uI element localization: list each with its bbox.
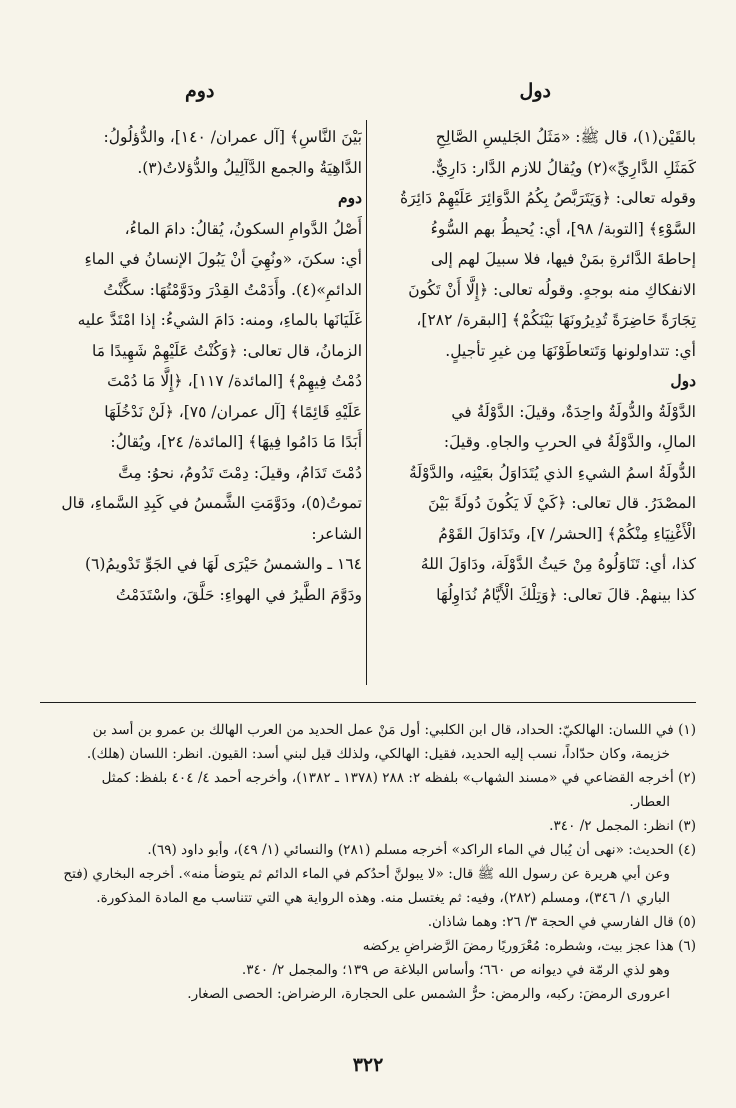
right-column bbox=[386, 122, 696, 610]
text-line: أَصْلُ الدَّوامِ السكونُ، يُقالُ: دامَ الماءُ، bbox=[124, 219, 362, 238]
text-line: أي: سكنَ، «ونُهِيَ أنْ يَبُولَ الإنسانُ في الماءِ bbox=[84, 250, 362, 268]
text-line: الانفكاكِ منه بوجهٍ. وقولُه تعالى: ﴿إِلَّا أَنْ تَكُونَ bbox=[408, 280, 696, 299]
text-line: إحاطةَ الدَّائرةِ بمَنْ فيها، فلا سبيلَ لهم إلى bbox=[430, 250, 696, 268]
footnote-line: وعن أبي هريرة عن رسول الله ﷺ قال: «لا يبولنَّ أحدُكم في الماء الدائم ثم يتوضأ منه». أخرجه البخاري (فتح bbox=[63, 866, 670, 882]
text-line: الدَّاهِيَةُ والجمع الدَّآلِيلُ والدُّؤلاتُ(٣). bbox=[137, 158, 362, 177]
text-line: الْأَغْنِيَاءِ مِنْكُمْ﴾ [الحشر/ ٧]، وتَدَاوَلَ القَوْمُ bbox=[438, 524, 696, 543]
text-line: وقوله تعالى: ﴿وَيَتَرَبَّصُ بِكُمُ الدَّوَائِرَ عَلَيْهِمْ دَائِرَةُ bbox=[399, 189, 696, 207]
footnote-line: الباري ١/ ٣٤٦)، ومسلم (٢٨٢)، وفيه: ثم يغتسل منه. وهذه الرواية هي التي تتناسب مع المادة المذكورة. bbox=[96, 890, 670, 906]
footnote-line: (٢) أخرجه القضاعي في «مسند الشهاب» بلفظه ٢: ٢٨٨ (١٣٧٨ ـ ١٣٨٢)، وأخرجه أحمد ٤/ ٤٠٤ بلفظ: كمثل bbox=[101, 770, 696, 786]
footnote-rule bbox=[40, 702, 696, 703]
left-column bbox=[52, 122, 362, 610]
footnote-line: (٦) هذا عجز بيت، وشطره: مُعْرَوريًا رمضَ الرَّضراضِ يركضه bbox=[362, 938, 696, 954]
entry-heading: دول bbox=[670, 371, 696, 390]
text-line: تموتُ(٥)، ودَوَّمَتِ الشَّمسُ في كَبِدِ السَّماءِ، قال bbox=[61, 494, 362, 512]
text-line: المصْدَرُ. قال تعالى: ﴿كَيْ لَا يَكُونَ دُولَةً بَيْنَ bbox=[428, 494, 696, 512]
text-line: الدُّولَةُ اسمُ الشيءِ الذي يُتَدَاوَلُ بعَيْنِه، والدَّوْلَةُ bbox=[408, 463, 696, 482]
footnote-line: (٣) انظر: المجمل ٢/ ٣٤٠. bbox=[549, 818, 696, 834]
page-header-right: دول bbox=[519, 80, 551, 102]
text-line: الدَّوْلَةُ والدُّولَةُ واحِدَةٌ، وقيلَ: الدَّوْلَةُ في bbox=[451, 402, 696, 421]
page-number: ٣٢٢ bbox=[352, 1054, 384, 1076]
text-line: الزمانُ، قال تعالى: ﴿وَكُنْتُ عَلَيْهِمْ شَهِيدًا مَا bbox=[92, 341, 362, 360]
text-line: تِجَارَةً حَاضِرَةً تُدِيرُونَهَا بَيْنَكُمْ﴾ [البقرة/ ٢٨٢]، bbox=[416, 311, 696, 329]
footnote-line: العطار. bbox=[629, 794, 670, 810]
footnote-line: اعرورى الرمضَ: ركبه، والرمض: حرُّ الشمس على الحجارة، الرضراض: الحصى الصغار. bbox=[187, 986, 670, 1002]
text-line: السَّوْءِ﴾ [التوبة/ ٩٨]، أي: يُحيطُ بهم السُّوءُ bbox=[430, 219, 696, 238]
text-line: كذا، أي: تَنَاوَلُوهُ مِنْ حَيثُ الدَّوْلَة، ودَاوَلَ اللهُ bbox=[420, 555, 696, 573]
text-line: المالِ، والدَّوْلَةُ في الحربِ والجاهِ. وقيلَ: bbox=[443, 433, 696, 451]
text-line: الشاعر: bbox=[311, 524, 362, 543]
column-divider bbox=[366, 120, 367, 685]
footnotes bbox=[40, 718, 696, 1006]
footnote-line: خزيمة، وكان حدّاداً، نسب إليه الحديد، فقيل: الهالكي، ولذلك قيل لبني أسد: القيون. انظر: اللسان (هلك). bbox=[86, 746, 670, 762]
footnote-line: (١) في اللسان: الهالكيّ: الحداد، قال ابن الكلبي: أول مَنْ عمل الحديد من العرب الهالك بن عمرو بن أسد بن bbox=[92, 722, 696, 738]
text-line: الدائمِ»(٤). وأَدَمْتُ القِدْرَ ودَوَّمْتُهَا: سكَّنْتُ bbox=[103, 280, 362, 299]
text-line: دُمْتَ تَدَامُ، وقيلَ: دِمْتَ تَدُومُ، نحوُ: مِتَّ bbox=[118, 463, 362, 482]
text-line: غَلَيَانَها بالماءِ، ومنه: دَامَ الشيءُ: إذا امْتَدَّ عليه bbox=[77, 311, 362, 329]
text-line: أي: تتداولونها وَتَتعاطَوْنَهَا مِن غيرِ تأجيلٍ. bbox=[445, 341, 696, 360]
text-line: أَبَدًا مَا دَامُوا فِيهَا﴾ [المائدة/ ٢٤]، ويُقالُ: bbox=[110, 433, 362, 451]
text-line: بالقَيْن(١)، قال ﷺ: «مَثَلُ الجَليسِ الصَّالِحِ bbox=[435, 128, 696, 146]
entry-heading: دوم bbox=[338, 188, 362, 207]
text-line: عَلَيْهِ قَائِمًا﴾ [آل عمران/ ٧٥]، ﴿لَنْ نَدْخُلَهَا bbox=[104, 402, 362, 421]
footnote-line: (٤) الحديث: «نهى أن يُبال في الماء الراكد» أخرجه مسلم (٢٨١) والنسائي (١/ ٤٩)، وأبو داود (٦٩). bbox=[147, 842, 696, 858]
footnote-line: (٥) قال الفارسي في الحجة ٣/ ٢٦: وهما شاذان. bbox=[427, 914, 696, 930]
text-line: ودَوَّمَ الطَّيرُ في الهواءِ: حَلَّقَ، واسْتَدَمْتُ bbox=[115, 585, 362, 604]
text-line: كَمَثَلِ الدَّارِيِّ»(٢) ويُقالُ للازم الدَّار: دَارِيٌّ. bbox=[430, 158, 696, 177]
page-header-left: دوم bbox=[185, 80, 215, 102]
text-line: دُمْتُ فِيهِمْ﴾ [المائدة/ ١١٧]، ﴿إِلَّا مَا دُمْتَ bbox=[107, 372, 362, 390]
text-line: بَيْنَ النَّاسِ﴾ [آل عمران/ ١٤٠]، والدُّؤلُولُ: bbox=[103, 128, 362, 146]
text-line: كذا بينهمْ. قالَ تعالى: ﴿وَتِلْكَ الْأَيَّامُ نُدَاوِلُهَا bbox=[436, 585, 696, 604]
footnote-line: وهو لذي الرمّة في ديوانه ص ٦٦٠؛ وأساس البلاغة ص ١٣٩؛ والمجمل ٢/ ٣٤٠. bbox=[241, 962, 670, 978]
poem-line: ١٦٤ ـ والشمسُ حَيْرَى لَهَا في الجَوِّ تَدْويمُ(٦) bbox=[85, 555, 362, 573]
